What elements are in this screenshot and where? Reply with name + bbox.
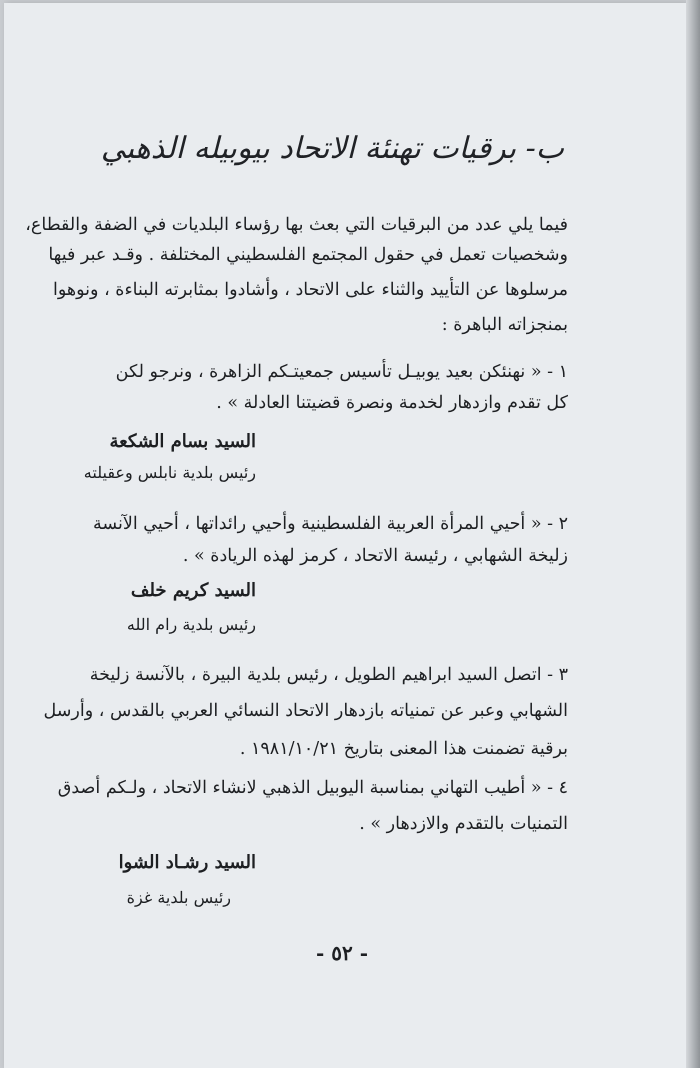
intro-line-3: مرسلوها عن التأييد والثناء على الاتحاد ، وأشادوا بمثابرته البناءة ، ونوهوا: [53, 280, 568, 300]
telegram-2-line-1: ٢ - « أحيي المرأة العربية الفلسطينية وأحيي رائداتها ، أحيي الآنسة: [92, 514, 568, 534]
telegram-4-line-1: ٤ - « أطيب التهاني بمناسبة اليوبيل الذهبي لانشاء الاتحاد ، ولـكم أصدق: [57, 778, 568, 798]
section-title: ب- برقيات تهنئة الاتحاد بيوبيله الذهبي: [100, 131, 564, 166]
intro-line-2: وشخصيات تعمل في حقول المجتمع الفلسطيني المختلفة . وقـد عبر فيها: [48, 245, 568, 265]
page-number: - ٥٢ -: [315, 941, 368, 965]
page-content: [4, 3, 686, 1068]
telegram-4-sender-title: رئيس بلدية غزة: [126, 888, 231, 907]
telegram-1-line-1: ١ - « نهنئكن بعيد يوبيـل تأسيس جمعيتـكم الزاهرة ، ونرجو لكن: [115, 362, 568, 382]
telegram-2-sender-title: رئيس بلدية رام الله: [126, 615, 256, 634]
telegram-2-sender-name: السيد كريم خلف: [130, 580, 256, 601]
telegram-4-sender-name: السيد رشـاد الشوا: [118, 852, 256, 873]
telegram-3-line-2: الشهابي وعبر عن تمنياته بازدهار الاتحاد النسائي العربي بالقدس ، وأرسل: [43, 701, 568, 721]
telegram-1-sender-name: السيد بسام الشكعة: [109, 431, 256, 452]
telegram-1-line-2: كل تقدم وازدهار لخدمة ونصرة قضيتنا العادلة » .: [216, 393, 568, 413]
book-page-edge: [686, 0, 700, 1068]
book-page: [4, 3, 686, 1068]
intro-line-1: فيما يلي عدد من البرقيات التي بعث بها رؤساء البلديات في الضفة والقطاع،: [25, 215, 568, 235]
telegram-3-line-3: برقية تضمنت هذا المعنى بتاريخ ١٩٨١/١٠/٢١ .: [239, 739, 568, 759]
telegram-3-line-1: ٣ - اتصل السيد ابراهيم الطويل ، رئيس بلدية البيرة ، بالآنسة زليخة: [89, 665, 568, 685]
telegram-4-line-2: التمنيات بالتقدم والازدهار » .: [359, 814, 568, 834]
telegram-1-sender-title: رئيس بلدية نابلس وعقيلته: [83, 463, 256, 482]
intro-line-4: بمنجزاته الباهرة :: [441, 315, 568, 335]
telegram-2-line-2: زليخة الشهابي ، رئيسة الاتحاد ، كرمز لهذه الريادة » .: [182, 546, 568, 566]
